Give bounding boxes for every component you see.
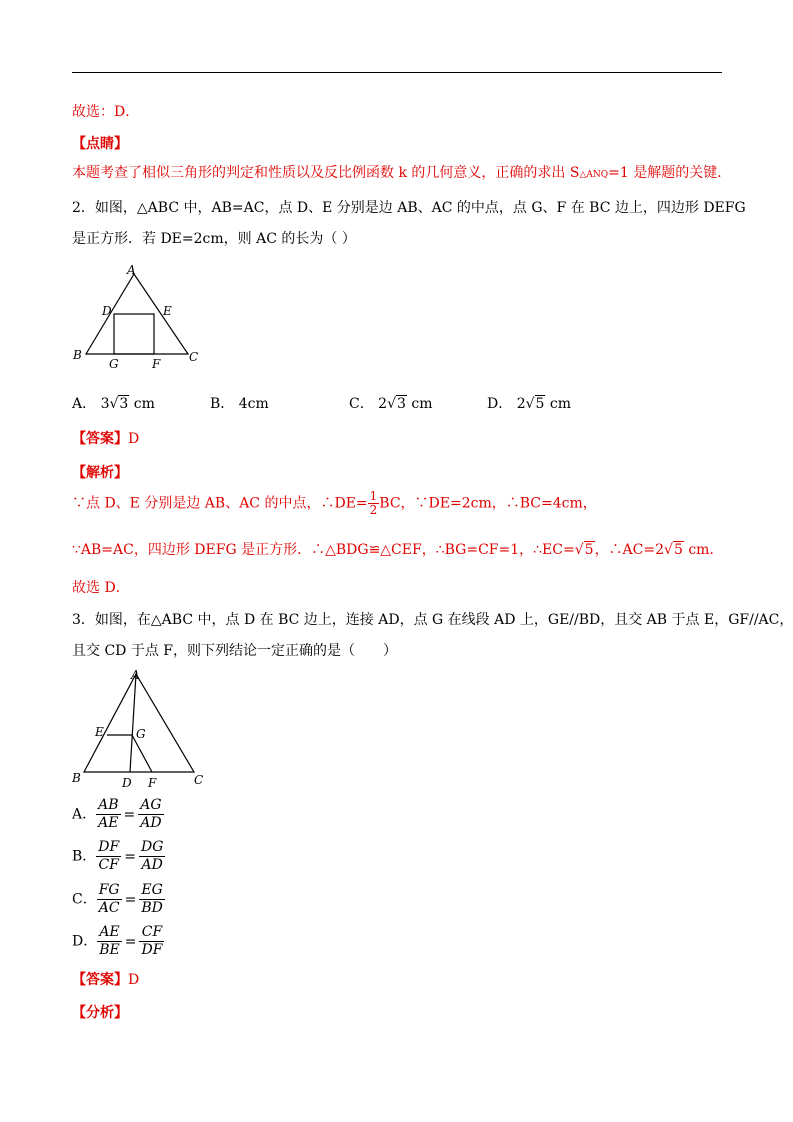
q2-label-a: A — [127, 263, 136, 277]
q3-option-b-left — [96, 839, 121, 874]
fraction-den: AD — [141, 857, 163, 873]
q3-label-f: F — [148, 776, 157, 790]
fraction-den: BE — [99, 942, 120, 958]
q3-option-a — [72, 797, 164, 832]
q2-choice: 故选 D． — [72, 580, 130, 596]
q2-option-a-label: A． — [72, 396, 97, 412]
fraction-num: AB — [98, 797, 119, 813]
q2-analysis-tag: 【解析】 — [72, 465, 128, 481]
sqrt-icon: √5 — [574, 542, 594, 558]
equals-sign: = — [124, 891, 137, 908]
sqrt-icon: √3 — [387, 396, 406, 412]
q2-label-c: C — [189, 350, 199, 364]
q2-answer-value: D — [128, 431, 140, 447]
q3-figure — [68, 664, 208, 792]
q3-option-c-label: C． — [72, 891, 97, 908]
q3-option-c — [72, 882, 165, 917]
q2-option-a-coef: 3 — [100, 396, 110, 412]
q2-option-a-rad: 3 — [119, 396, 129, 412]
q3-option-a-label: A． — [72, 806, 97, 823]
q2-option-c-rad: 3 — [397, 396, 406, 412]
q2-option-d — [487, 395, 571, 413]
q2-option-c — [349, 395, 433, 413]
q2-sol1-den: 2 — [369, 503, 378, 517]
q3-option-d-right — [139, 924, 164, 959]
q3-option-a-right — [138, 797, 163, 832]
q2-option-d-rad: 5 — [535, 396, 545, 412]
q3-line1: 3．如图，在△ABC 中，点 D 在 BC 边上，连接 AD，点 G 在线段 AD 上，GE//BD，且交 AB 于点 E，GF//AC， — [72, 612, 793, 628]
q2-option-a-unit: cm — [133, 396, 155, 412]
q2-option-b-text: 4cm — [238, 396, 269, 412]
q3-label-e: E — [95, 725, 104, 739]
fraction-den: BD — [141, 900, 163, 916]
q2-label-b: B — [73, 348, 82, 362]
q3-option-b — [72, 839, 165, 874]
fraction-den: AC — [98, 900, 120, 916]
fraction-den: CF — [98, 857, 119, 873]
q2-sol2-a: ∵AB=AC，四边形 DEFG 是正方形．∴△BDG≌△CEF，∴BG=CF=1，∴EC= — [72, 542, 575, 558]
q2-sol1-a: ∵点 D、E 分别是边 AB、AC 的中点，∴DE= — [72, 495, 368, 512]
q3-label-g: G — [136, 727, 146, 741]
equals-sign: = — [123, 806, 136, 823]
q3-option-d-label: D． — [72, 933, 98, 950]
q2-answer-tag: 【答案】 — [72, 431, 128, 447]
q3-label-a: A — [131, 668, 140, 682]
q2-option-b — [210, 395, 269, 413]
header-rule — [72, 72, 722, 73]
fraction-num: AG — [138, 797, 163, 815]
q3-triangle-abc — [84, 674, 194, 772]
q3-option-c-right — [139, 882, 165, 917]
q2-option-c-coef: 2 — [378, 396, 388, 412]
q3-answer-tag: 【答案】 — [72, 972, 128, 988]
fraction-num: DF — [98, 839, 120, 855]
fraction-num: CF — [139, 924, 164, 942]
q1-comment-b: =1 是解题的关键． — [608, 165, 732, 181]
equals-sign: = — [124, 933, 137, 950]
q1-choice: 故选：D． — [72, 104, 140, 120]
fraction-num: EG — [139, 882, 165, 900]
q2-sol1-num: 1 — [369, 489, 378, 503]
equals-sign: = — [124, 848, 136, 865]
q3-answer-value: D — [128, 972, 140, 988]
q3-line2: 且交 CD 于点 F，则下列结论一定正确的是（ ） — [72, 643, 397, 659]
q2-solution-line2 — [72, 541, 723, 559]
q2-solution-line1 — [72, 490, 597, 517]
fraction-den: AE — [98, 815, 119, 831]
q1-comment — [72, 164, 731, 184]
q3-option-d — [72, 924, 164, 959]
q2-option-d-coef: 2 — [516, 396, 526, 412]
q2-line1: 2．如图，△ABC 中，AB=AC，点 D、E 分别是边 AB、AC 的中点，点 G、F 在 BC 边上，四边形 DEFG — [72, 200, 746, 216]
q2-label-e: E — [163, 304, 172, 318]
fraction-num: AE — [97, 924, 122, 942]
q2-figure — [70, 262, 210, 374]
fraction-den: DF — [141, 942, 163, 958]
q2-square-defg — [114, 314, 154, 354]
q2-line2: 是正方形．若 DE=2cm，则 AC 的长为（ ） — [72, 231, 356, 247]
q2-option-a — [72, 395, 155, 413]
q3-option-d-left — [97, 924, 122, 959]
q3-option-a-left — [96, 797, 120, 832]
q2-option-b-label: B． — [210, 396, 235, 412]
q3-label-d: D — [122, 776, 132, 790]
fraction-den: AD — [140, 815, 162, 831]
q2-label-d: D — [102, 304, 112, 318]
sqrt-icon: √5 — [525, 396, 545, 412]
q3-option-c-left — [97, 882, 122, 917]
q1-comment-sub: △ANQ — [579, 170, 609, 180]
q2-sol1-b: BC，∵DE=2cm，∴BC=4cm， — [379, 495, 597, 512]
q2-option-d-label: D． — [487, 396, 513, 412]
sqrt-icon: √3 — [109, 396, 129, 412]
q2-option-d-unit: cm — [549, 396, 572, 412]
q3-analysis-tag: 【分析】 — [72, 1005, 128, 1021]
q2-option-c-label: C． — [349, 396, 374, 412]
q2-sol2-rad2: 5 — [673, 542, 683, 558]
q3-label-c: C — [194, 773, 204, 787]
q3-option-b-label: B． — [72, 848, 97, 865]
q2-label-g: G — [109, 357, 119, 371]
q2-sol2-b: ，∴AC=2 — [594, 542, 665, 558]
q2-option-c-unit: cm — [411, 396, 433, 412]
q2-sol2-c: cm． — [688, 542, 724, 558]
q3-segment-ad — [130, 674, 136, 772]
q1-comment-a: 本题考查了相似三角形的判定和性质以及反比例函数 k 的几何意义，正确的求出 S — [72, 165, 580, 181]
q3-answer — [72, 971, 139, 989]
q2-answer — [72, 430, 139, 448]
fraction-num: DG — [140, 839, 164, 855]
q3-label-b: B — [72, 771, 81, 785]
q2-label-f: F — [152, 357, 161, 371]
q2-sol1-fraction — [368, 490, 380, 517]
fraction-num: FG — [98, 882, 120, 898]
q3-option-b-right — [139, 839, 165, 874]
q1-comment-tag: 【点睛】 — [72, 136, 128, 152]
sqrt-icon: √5 — [664, 542, 683, 558]
q2-sol2-rad1: 5 — [584, 542, 594, 558]
